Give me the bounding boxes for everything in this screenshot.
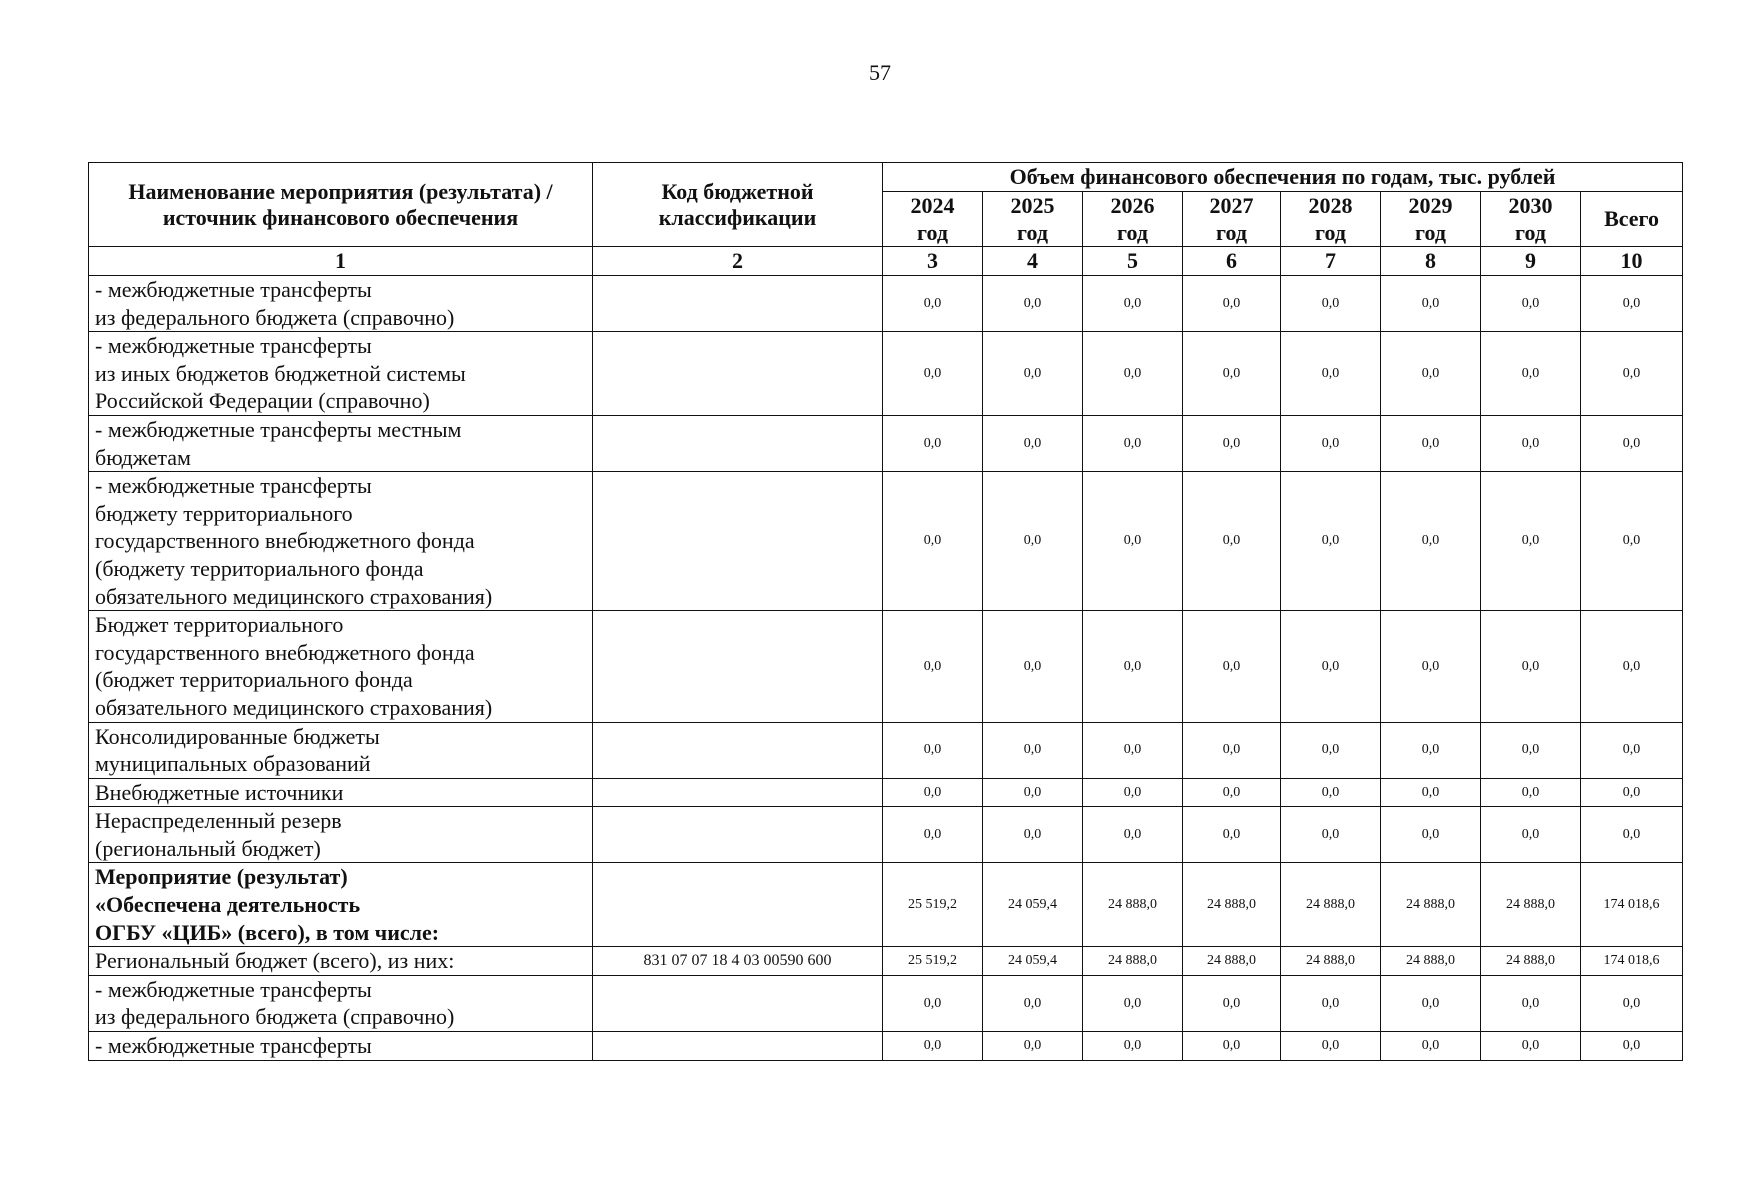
row-year-value: 0,0 xyxy=(1183,975,1281,1031)
row-year-value: 0,0 xyxy=(1281,722,1381,778)
row-year-value: 0,0 xyxy=(1381,1032,1481,1061)
table-body xyxy=(89,276,1683,1061)
row-year-value: 0,0 xyxy=(983,415,1083,471)
row-year-value: 0,0 xyxy=(1481,975,1581,1031)
row-year-value: 0,0 xyxy=(983,807,1083,863)
row-name: - межбюджетные трансферты местным бюджетам xyxy=(89,415,593,471)
row-year-value: 0,0 xyxy=(883,276,983,332)
column-number: 5 xyxy=(1083,247,1183,276)
row-year-value: 0,0 xyxy=(983,722,1083,778)
row-year-value: 0,0 xyxy=(1281,778,1381,807)
row-year-value: 0,0 xyxy=(1281,611,1381,722)
row-year-value: 0,0 xyxy=(1183,611,1281,722)
row-name: Консолидированные бюджеты муниципальных образований xyxy=(89,722,593,778)
column-number: 4 xyxy=(983,247,1083,276)
column-number: 1 xyxy=(89,247,593,276)
row-year-value: 0,0 xyxy=(1083,611,1183,722)
row-total-value: 0,0 xyxy=(1581,778,1683,807)
row-total-value: 0,0 xyxy=(1581,807,1683,863)
row-year-value: 0,0 xyxy=(1183,722,1281,778)
row-year-value: 0,0 xyxy=(1381,975,1481,1031)
row-year-value: 0,0 xyxy=(1281,472,1381,611)
row-budget-code xyxy=(593,975,883,1031)
row-year-value: 25 519,2 xyxy=(883,947,983,976)
year-header: 2025 год xyxy=(983,192,1083,247)
row-year-value: 0,0 xyxy=(1381,472,1481,611)
row-year-value: 0,0 xyxy=(1281,276,1381,332)
row-year-value: 0,0 xyxy=(1481,722,1581,778)
row-name: - межбюджетные трансферты из федерального бюджета (справочно) xyxy=(89,975,593,1031)
row-year-value: 0,0 xyxy=(1183,415,1281,471)
table-row xyxy=(89,778,1683,807)
row-year-value: 24 888,0 xyxy=(1281,863,1381,947)
column-number: 9 xyxy=(1481,247,1581,276)
row-year-value: 0,0 xyxy=(1381,807,1481,863)
page-number: 57 xyxy=(869,60,891,85)
row-total-value: 0,0 xyxy=(1581,332,1683,416)
row-year-value: 0,0 xyxy=(1083,415,1183,471)
row-year-value: 0,0 xyxy=(983,332,1083,416)
year-header: 2029 год xyxy=(1381,192,1481,247)
table-row xyxy=(89,611,1683,722)
row-year-value: 0,0 xyxy=(1183,276,1281,332)
row-year-value: 0,0 xyxy=(983,1032,1083,1061)
year-header: 2027 год xyxy=(1183,192,1281,247)
table-row xyxy=(89,722,1683,778)
row-year-value: 0,0 xyxy=(883,332,983,416)
row-year-value: 0,0 xyxy=(1183,472,1281,611)
column-number: 10 xyxy=(1581,247,1683,276)
funding-group-header: Объем финансового обеспечения по годам, тыс. рублей xyxy=(883,163,1683,192)
row-year-value: 0,0 xyxy=(1381,332,1481,416)
column-number: 7 xyxy=(1281,247,1381,276)
row-year-value: 0,0 xyxy=(1281,1032,1381,1061)
row-year-value: 0,0 xyxy=(1083,807,1183,863)
row-year-value: 24 888,0 xyxy=(1381,863,1481,947)
row-budget-code xyxy=(593,276,883,332)
row-year-value: 0,0 xyxy=(883,975,983,1031)
row-year-value: 0,0 xyxy=(883,1032,983,1061)
row-name: - межбюджетные трансферты из федерального бюджета (справочно) xyxy=(89,276,593,332)
row-year-value: 0,0 xyxy=(1481,415,1581,471)
column-number: 8 xyxy=(1381,247,1481,276)
row-year-value: 24 888,0 xyxy=(1083,863,1183,947)
row-year-value: 24 888,0 xyxy=(1183,947,1281,976)
row-year-value: 24 888,0 xyxy=(1281,947,1381,976)
row-year-value: 0,0 xyxy=(1183,807,1281,863)
row-year-value: 0,0 xyxy=(1381,778,1481,807)
row-year-value: 0,0 xyxy=(1481,332,1581,416)
row-year-value: 0,0 xyxy=(983,472,1083,611)
row-year-value: 0,0 xyxy=(1281,332,1381,416)
row-year-value: 0,0 xyxy=(1281,807,1381,863)
row-total-value: 0,0 xyxy=(1581,722,1683,778)
row-total-value: 0,0 xyxy=(1581,276,1683,332)
row-year-value: 0,0 xyxy=(1083,472,1183,611)
row-year-value: 24 888,0 xyxy=(1481,863,1581,947)
row-year-value: 0,0 xyxy=(1083,332,1183,416)
row-name: - межбюджетные трансферты из иных бюджетов бюджетной системы Российской Федерации (справочно) xyxy=(89,332,593,416)
row-year-value: 0,0 xyxy=(1083,1032,1183,1061)
table-row xyxy=(89,807,1683,863)
row-total-value: 0,0 xyxy=(1581,611,1683,722)
row-year-value: 24 888,0 xyxy=(1183,863,1281,947)
name-column-header: Наименование мероприятия (результата) / источник финансового обеспечения xyxy=(89,163,593,247)
row-year-value: 0,0 xyxy=(883,722,983,778)
row-year-value: 0,0 xyxy=(1481,472,1581,611)
row-budget-code xyxy=(593,472,883,611)
row-year-value: 0,0 xyxy=(1381,722,1481,778)
row-budget-code xyxy=(593,807,883,863)
table-row xyxy=(89,415,1683,471)
column-number: 3 xyxy=(883,247,983,276)
row-year-value: 0,0 xyxy=(1183,778,1281,807)
row-name: Бюджет территориального государственного внебюджетного фонда (бюджет территориального фонда обязательного медицинского страхования) xyxy=(89,611,593,722)
row-year-value: 0,0 xyxy=(1481,1032,1581,1061)
row-year-value: 0,0 xyxy=(1183,1032,1281,1061)
row-year-value: 0,0 xyxy=(983,778,1083,807)
row-year-value: 24 888,0 xyxy=(1481,947,1581,976)
row-year-value: 0,0 xyxy=(883,415,983,471)
row-year-value: 0,0 xyxy=(1481,807,1581,863)
row-year-value: 25 519,2 xyxy=(883,863,983,947)
header-row-1 xyxy=(89,163,1683,192)
row-year-value: 0,0 xyxy=(883,611,983,722)
row-year-value: 0,0 xyxy=(883,807,983,863)
row-year-value: 0,0 xyxy=(1083,276,1183,332)
row-year-value: 0,0 xyxy=(1281,975,1381,1031)
row-year-value: 24 888,0 xyxy=(1083,947,1183,976)
row-year-value: 0,0 xyxy=(1083,722,1183,778)
row-year-value: 0,0 xyxy=(883,472,983,611)
row-budget-code xyxy=(593,722,883,778)
table-row xyxy=(89,975,1683,1031)
row-budget-code xyxy=(593,863,883,947)
row-budget-code: 831 07 07 18 4 03 00590 600 xyxy=(593,947,883,976)
row-budget-code xyxy=(593,332,883,416)
funding-table xyxy=(88,162,1683,1061)
column-numbers-row xyxy=(89,247,1683,276)
row-name: Региональный бюджет (всего), из них: xyxy=(89,947,593,976)
row-year-value: 24 059,4 xyxy=(983,947,1083,976)
row-year-value: 0,0 xyxy=(1083,975,1183,1031)
row-year-value: 0,0 xyxy=(1281,415,1381,471)
row-year-value: 0,0 xyxy=(1381,276,1481,332)
row-total-value: 174 018,6 xyxy=(1581,947,1683,976)
row-name: Внебюджетные источники xyxy=(89,778,593,807)
year-header: 2026 год xyxy=(1083,192,1183,247)
year-header: 2030 год xyxy=(1481,192,1581,247)
row-year-value: 0,0 xyxy=(1083,778,1183,807)
table-row xyxy=(89,472,1683,611)
year-header: 2024 год xyxy=(883,192,983,247)
row-year-value: 0,0 xyxy=(983,975,1083,1031)
table-row xyxy=(89,332,1683,416)
year-header: 2028 год xyxy=(1281,192,1381,247)
row-budget-code xyxy=(593,778,883,807)
column-number: 2 xyxy=(593,247,883,276)
row-year-value: 0,0 xyxy=(1183,332,1281,416)
row-name: Нераспределенный резерв (региональный бюджет) xyxy=(89,807,593,863)
column-number: 6 xyxy=(1183,247,1281,276)
row-year-value: 0,0 xyxy=(983,611,1083,722)
table-row xyxy=(89,863,1683,947)
row-budget-code xyxy=(593,611,883,722)
row-total-value: 0,0 xyxy=(1581,975,1683,1031)
row-year-value: 0,0 xyxy=(1481,778,1581,807)
table-row xyxy=(89,947,1683,976)
table-row xyxy=(89,1032,1683,1061)
row-total-value: 174 018,6 xyxy=(1581,863,1683,947)
row-name: Мероприятие (результат) «Обеспечена деятельность ОГБУ «ЦИБ» (всего), в том числе: xyxy=(89,863,593,947)
row-total-value: 0,0 xyxy=(1581,1032,1683,1061)
row-name: - межбюджетные трансферты xyxy=(89,1032,593,1061)
table-row xyxy=(89,276,1683,332)
row-year-value: 0,0 xyxy=(1381,415,1481,471)
row-name: - межбюджетные трансферты бюджету территориального государственного внебюджетного фонда (бюджету территориального фонда обязательного медицинского страхования) xyxy=(89,472,593,611)
row-year-value: 24 888,0 xyxy=(1381,947,1481,976)
row-budget-code xyxy=(593,415,883,471)
row-year-value: 0,0 xyxy=(1381,611,1481,722)
row-year-value: 0,0 xyxy=(1481,276,1581,332)
row-year-value: 0,0 xyxy=(883,778,983,807)
code-column-header: Код бюджетной классификации xyxy=(593,163,883,247)
row-total-value: 0,0 xyxy=(1581,472,1683,611)
total-header: Всего xyxy=(1581,192,1683,247)
row-year-value: 24 059,4 xyxy=(983,863,1083,947)
row-budget-code xyxy=(593,1032,883,1061)
row-total-value: 0,0 xyxy=(1581,415,1683,471)
row-year-value: 0,0 xyxy=(1481,611,1581,722)
row-year-value: 0,0 xyxy=(983,276,1083,332)
